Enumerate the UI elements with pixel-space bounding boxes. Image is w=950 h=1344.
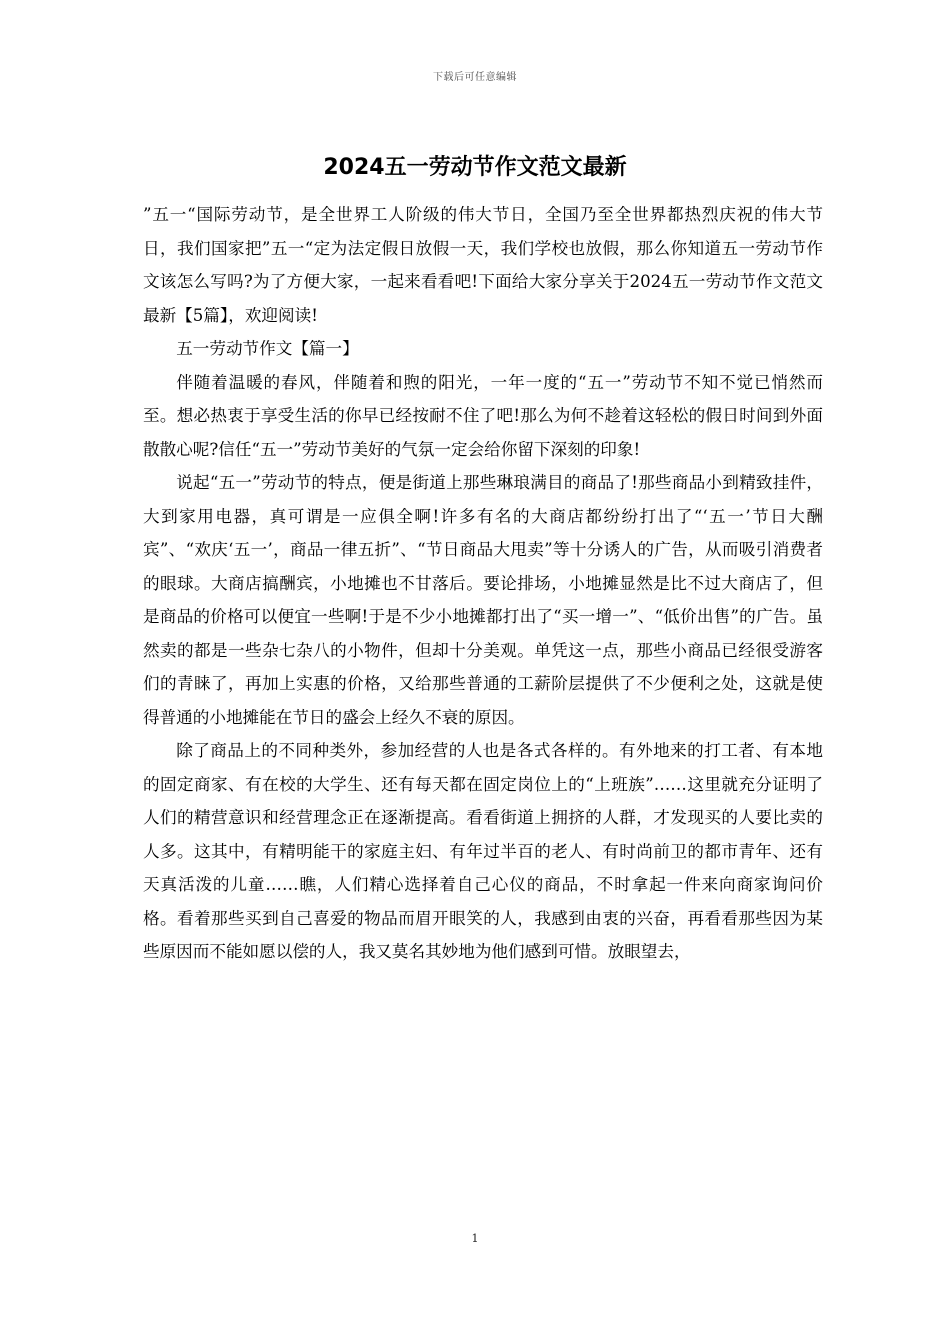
- document-title: 2024五一劳动节作文范文最新: [323, 155, 627, 180]
- page-number: 1: [471, 1232, 479, 1245]
- body-paragraph: 除了商品上的不同种类外，参加经营的人也是各式各样的。有外地来的打工者、有本地的固定商家、有在校的大学生、还有每天都在固定岗位上的“上班族”……这里就充分证明了人们的精营意识和经营理念正在逐渐提高。看看街道上拥挤的人群，才发现买的人要比卖的人多。这其中，有精明能干的家庭主妇、有年过半百的老人、有时尚前卫的都市青年、还有天真活泼的儿童……瞧，人们精心选择着自己心仪的商品，不时拿起一件来向商家询问价格。看着那些买到自己喜爱的物品而眉开眼笑的人，我感到由衷的兴奋，再看看那些因为某些原因而不能如愿以偿的人，我又莫名其妙地为他们感到可惜。放眼望去，: [143, 741, 823, 961]
- body-paragraph: 伴随着温暖的春风，伴随着和煦的阳光，一年一度的“五一”劳动节不知不觉已悄然而至。想必热衷于享受生活的你早已经按耐不住了吧!那么为何不趁着这轻松的假日时间到外面散散心呢?信任“五一”劳动节美好的气氛一定会给你留下深刻的印象!: [143, 372, 823, 459]
- section-heading: 五一劳动节作文【篇一】: [176, 339, 359, 358]
- page-header: 下载后可任意编辑: [433, 72, 517, 83]
- intro-paragraph: ”五一“国际劳动节，是全世界工人阶级的伟大节日，全国乃至全世界都热烈庆祝的伟大节日，我们国家把”五一“定为法定假日放假一天，我们学校也放假，那么你知道五一劳动节作文该怎么写吗?为了方便大家，一起来看看吧!下面给大家分享关于2024五一劳动节作文范文最新【5篇】，欢迎阅读!: [143, 205, 823, 325]
- document-body: [143, 198, 823, 969]
- body-paragraph: 说起“五一”劳动节的特点，便是街道上那些琳琅满目的商品了!那些商品小到精致挂件，大到家用电器，真可谓是一应俱全啊!许多有名的大商店都纷纷打出了“‘五一’节日大酬宾”、“欢庆‘五一’，商品一律五折”、“节日商品大甩卖”等十分诱人的广告，从而吸引消费者的眼球。大商店搞酬宾，小地摊也不甘落后。要论排场，小地摊显然是比不过大商店了，但是商品的价格可以便宜一些啊!于是不少小地摊都打出了“买一增一”、“低价出售”的广告。虽然卖的都是一些杂七杂八的小物件，但却十分美观。单凭这一点，那些小商品已经很受游客们的青睐了，再加上实惠的价格，又给那些普通的工薪阶层提供了不少便利之处，这就是使得普通的小地摊能在节日的盛会上经久不衰的原因。: [143, 473, 823, 727]
